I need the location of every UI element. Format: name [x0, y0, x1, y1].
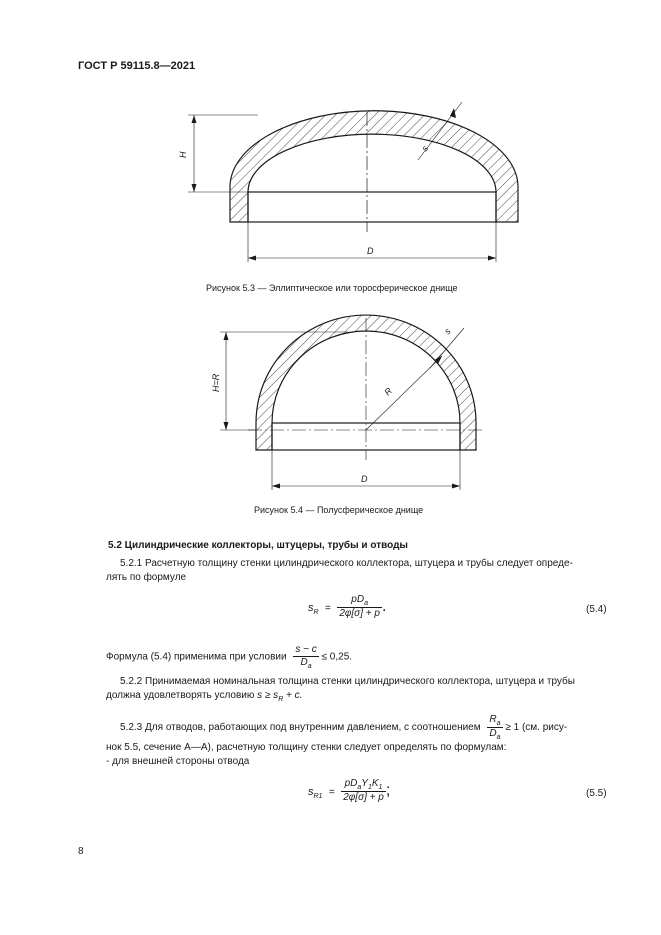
equation-5-4-number: (5.4) [586, 604, 607, 615]
equation-5-4: sR = $\frac{pD_a}{2\varphi[\sigma] + p}$ . [308, 594, 387, 619]
shell-section [230, 111, 518, 222]
condition-line: Формула (5.4) применима при условии $\frac{s - c}{D_a}$ ≤ 0,25. [106, 644, 353, 670]
section-5-2-heading: 5.2 Цилиндрические коллекторы, штуцеры, трубы и отводы [108, 540, 408, 551]
label-h: H [178, 151, 188, 158]
paragraph-5-2-2-line1: 5.2.2 Принимаемая номинальная толщина стенки цилиндрического коллектора, штуцера и трубы [120, 676, 575, 687]
paragraph-5-2-3-line1: 5.2.3 Для отводов, работающих под внутренним давлением, с соотношением $\frac{R_a}{D_a}$ ≥ 1 (см. рису- [120, 714, 568, 741]
figure-5-4-hemispherical-head [208, 310, 498, 490]
label-d: D [361, 474, 368, 484]
label-s: s [442, 326, 453, 337]
figure-5-4-caption: Рисунок 5.4 — Полусферическое днище [254, 505, 424, 515]
label-r: R [382, 385, 395, 398]
paragraph-5-2-3-line3: - для внешней стороны отвода [106, 756, 250, 767]
paragraph-5-2-1-line2: лять по формуле [106, 572, 187, 583]
document-header: ГОСТ Р 59115.8—2021 [78, 60, 196, 72]
paragraph-5-2-3-line2: нок 5.5, сечение А—А), расчетную толщину стенки следует определять по формулам: [106, 742, 507, 753]
page-number: 8 [78, 846, 84, 857]
figure-5-3-elliptical-head [170, 92, 530, 272]
label-h-eq-r: H=R [211, 373, 221, 392]
paragraph-5-2-2-line2: должна удовлетворять условию $s \ge s_R + c$. [106, 690, 303, 703]
equation-5-5: sR1 = $\frac{pD_aY_1K_1}{2\varphi[\sigma] + p}$ ; [308, 778, 391, 803]
figure-5-3-caption: Рисунок 5.3 — Эллиптическое или торосферическое днище [206, 283, 458, 293]
label-s: s [419, 143, 431, 154]
label-d: D [367, 246, 374, 256]
equation-5-5-number: (5.5) [586, 788, 607, 799]
cylindrical-skirt [248, 192, 496, 222]
paragraph-5-2-1-line1: 5.2.1 Расчетную толщину стенки цилиндрического коллектора, штуцера и трубы следует опреде- [120, 558, 573, 569]
